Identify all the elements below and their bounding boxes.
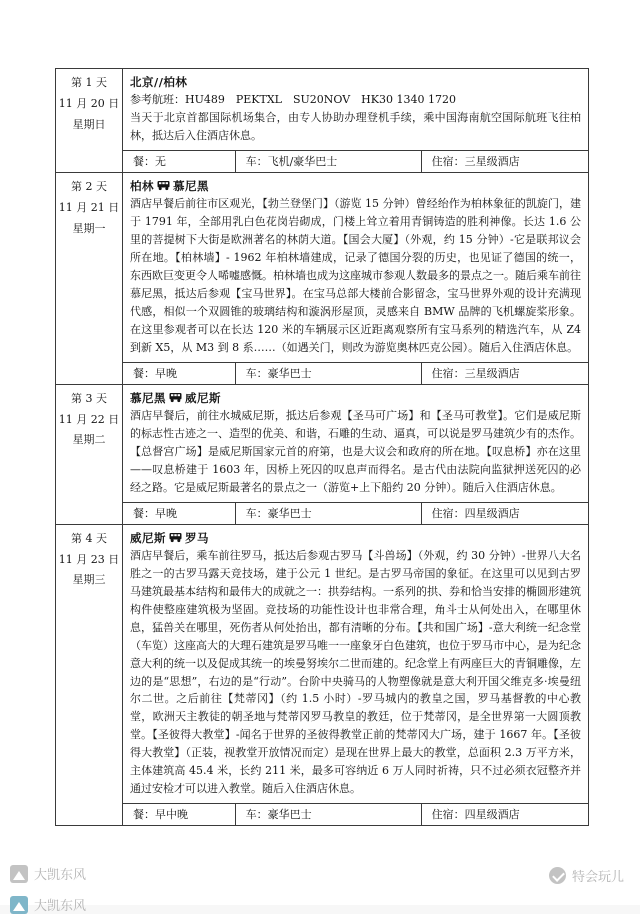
route-title: [130, 389, 581, 407]
bus-icon: [169, 392, 182, 403]
check-logo-icon: [549, 867, 566, 884]
route-from: 柏林: [130, 178, 154, 193]
day-content-cell: [123, 524, 589, 803]
watermark-left-text: 大凯东风: [34, 868, 87, 883]
day-cell: [56, 384, 123, 524]
meal-row: [123, 502, 589, 524]
day-number: 第 3 天: [71, 391, 107, 405]
table-row: [56, 172, 589, 362]
route-to: 罗马: [185, 530, 209, 545]
meal-cell: 餐：早晚: [133, 366, 177, 380]
route-title: [130, 529, 581, 547]
route-cities: 北京//柏林: [130, 75, 188, 89]
day-description: 酒店早餐后，乘车前往罗马，抵达后参观古罗马【斗兽场】（外观，约 30 分钟）-世界八大名胜之一的古罗马露天竞技场，建于公元 1 世纪。是古罗马帝国的象征。在这里可以见到古罗马建筑最基本结构和最伟大的成就之一：拱券结构。一系列的拱、券和恰当安排的椭圆形建筑构件使整座建筑极为坚固。竞技场的功能性设计也非常合理，角斗士从何处出入，在哪里休息，猛兽关在哪里，死伤者从何处抬出，都有清晰的分布。【共和国广场】-意大利统一纪念堂（车览）这座高大的大理石建筑是罗马唯一一座象牙白色建筑，也位于罗马市中心，是为纪念意大利的统一以及促成其统一的埃曼努埃尔二世而建的。纪念堂上有两座巨大的青铜雕像，左边的是“思想”，右边的是“行动”。台阶中央骑马的人物塑像就是意大利开国父维克多·埃曼纽尔二世。之后前往【梵蒂冈】（约 1.5 小时）-罗马城内的教皇之国，罗马基督教的中心教堂，欧洲天主教徒的朝圣地与梵蒂冈罗马教皇的教廷，位于梵蒂冈，是全世界第一大圆顶教堂。【圣彼得大教堂】-闻名于世界的圣彼得教堂正前的梵蒂冈大广场，建于 1667 年。【圣彼得大教堂】（正装，视教堂开放情况而定）是现在世界上最大的教堂，总面积 2.3 万平方米，主体建筑高 45.4 米，长约 211 米，最多可容纳近 6 万人同时祈祷，只不过必须衣冠整齐并通过安检才可以进入教堂。随后入住酒店休息。: [130, 549, 581, 796]
route-to: 威尼斯: [185, 390, 221, 405]
day-content-cell: [123, 384, 589, 502]
day-description: 酒店早餐后，前往水城威尼斯，抵达后参观【圣马可广场】和【圣马可教堂】。它们是威尼斯的标志性古迹之一、造型的优美、和谐，石雕的生动、逼真，可以说是罗马建筑少有的杰作。【总督宫广场】是威尼斯国家元首的府第，也是大议会和政府的所在地。【叹息桥】亦在这里——叹息桥建于 1603 年，因桥上死囚的叹息声而得名。是古代由法院向监狱押送死囚的必经之路。它是威尼斯最著名的景点之一（游览+上下船约 20 分钟）。随后入住酒店休息。: [130, 409, 581, 494]
table-row: [56, 150, 589, 172]
meal-cell: 餐：早中晚: [133, 807, 188, 821]
day-date: 11 月 23 日: [58, 552, 120, 566]
watermark-left: [10, 864, 86, 883]
day-cell: [56, 524, 123, 825]
route-title: [130, 73, 581, 91]
vehicle-cell: 车：豪华巴士: [235, 363, 421, 384]
itinerary-table: [55, 68, 589, 826]
day-description: 当天于北京首都国际机场集合，由专人协助办理登机手续，乘中国海南航空国际航班飞往柏林，抵达后入住酒店休息。: [130, 110, 581, 142]
hotel-cell: 住宿：四星级酒店: [421, 804, 588, 825]
route-to: 慕尼黑: [173, 178, 209, 193]
day-weekday: 星期一: [72, 221, 106, 235]
vehicle-cell: 车：豪华巴士: [235, 804, 421, 825]
meal-cell: 餐：无: [133, 154, 166, 168]
route-from: 慕尼黑: [130, 390, 166, 405]
hotel-cell: 住宿：三星级酒店: [421, 151, 588, 172]
mountain-logo-icon: [10, 896, 28, 914]
table-row: [56, 803, 589, 825]
day-number: 第 1 天: [71, 76, 107, 89]
meal-row: [123, 803, 589, 825]
vehicle-cell: 车：飞机/豪华巴士: [235, 151, 421, 172]
day-cell: [56, 69, 123, 173]
day-number: 第 2 天: [71, 179, 107, 193]
flight-info: 参考航班：HU489 PEKTXL SU20NOV HK30 1340 1720: [130, 93, 456, 107]
watermark-right: [549, 866, 624, 885]
table-row: [56, 502, 589, 524]
day-date: 11 月 20 日: [58, 96, 120, 110]
day-content-cell: [123, 172, 589, 362]
day-weekday: 星期日: [72, 117, 106, 131]
table-row: [56, 524, 589, 803]
day-number: 第 4 天: [71, 531, 107, 545]
day-content-cell: [123, 69, 589, 151]
meal-row: [123, 150, 589, 172]
table-row: [56, 384, 589, 502]
day-weekday: 星期二: [72, 433, 106, 447]
watermark-left-text: 大凯东风: [34, 899, 87, 914]
bus-icon: [169, 532, 182, 543]
route-title: [130, 177, 581, 195]
day-date: 11 月 21 日: [58, 200, 120, 214]
vehicle-cell: 车：豪华巴士: [235, 503, 421, 524]
day-weekday: 星期三: [72, 573, 106, 587]
table-row: [56, 362, 589, 384]
hotel-cell: 住宿：三星级酒店: [421, 363, 588, 384]
watermark-left-partial: [10, 895, 86, 914]
meal-cell: 餐：早晚: [133, 506, 177, 520]
bus-icon: [157, 180, 170, 191]
hotel-cell: 住宿：四星级酒店: [421, 503, 588, 524]
route-from: 威尼斯: [130, 530, 166, 545]
mountain-logo-icon: [10, 865, 28, 883]
day-cell: [56, 172, 123, 384]
day-date: 11 月 22 日: [58, 412, 120, 426]
table-row: [56, 69, 589, 151]
day-description: 酒店早餐后前往市区观光，【勃兰登堡门】（游览 15 分钟）曾经绐作为柏林象征的凯旋门，建于 1791 年，全部用乳白色花岗岩砌成，门楼上耸立着用青铜铸造的胜利神像。长达 1.6 公里的菩提树下大街是欧洲著名的林荫大道。【国会大厦】（外观，约 15 分钟）-它是联邦议会所在地。【柏林墙】- 1962 年柏林墙建成，记录了德国分裂的历史，也见证了德国的统一，东西欧巨变更令人唏嘘感慨。柏林墙也成为这座城市参观人数最多的景点之一。随后乘车前往慕尼黑，抵达后参观【宝马世界】。在宝马总部大楼前合影留念，宝马世界外观的设计充满现代感，相似一个双圆锥的玻璃结构和漩涡形屋顶，灵感来自 BMW 品牌的飞机螺旋桨形象。在这里参观者可以在长达 120 米的车辆展示区近距离观察所有宝马系列的精选汽车，从 Z4 到新 X5，从 M3 到 8 系……（如遇关门，则改为游览奥林匹克公园）。随后入住酒店休息。: [130, 197, 581, 354]
meal-row: [123, 362, 589, 384]
watermark-right-text: 特会玩儿: [571, 870, 624, 885]
